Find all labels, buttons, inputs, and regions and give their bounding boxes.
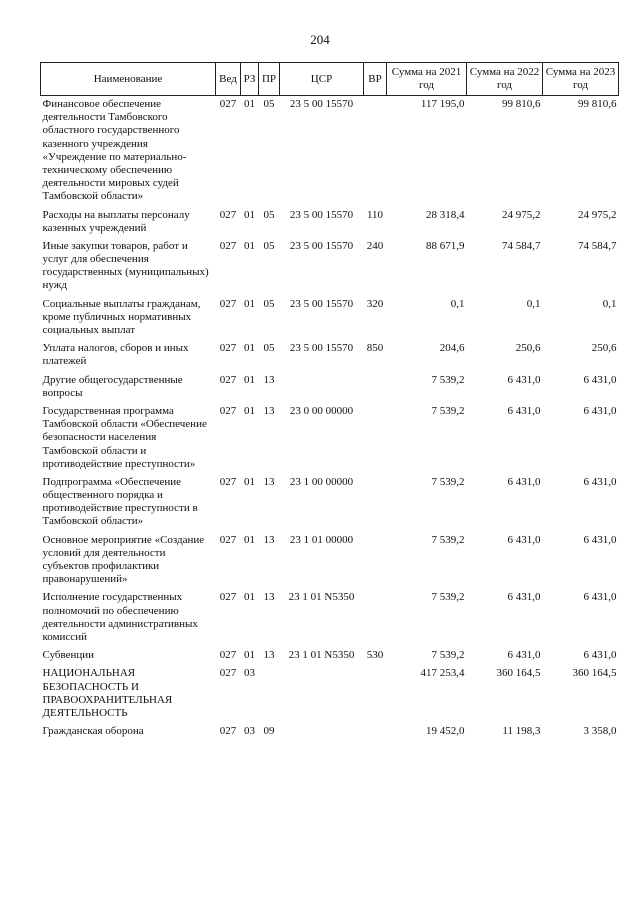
cell-vr <box>364 586 387 644</box>
cell-sum-2023: 3 358,0 <box>583 725 617 738</box>
cell-sum-2022: 6 431,0 <box>507 404 541 417</box>
table-row <box>41 720 619 738</box>
cell-name: Расходы на выплаты персоналу казенных учреждений <box>42 208 190 234</box>
cell-vr: 530 <box>366 649 384 662</box>
cell-rz: 01 <box>244 591 255 604</box>
cell-csr: 23 5 00 15570 <box>289 297 354 310</box>
cell-sum-2021: 19 452,0 <box>426 725 465 738</box>
cell-name: Гражданская оборона <box>42 725 144 738</box>
cell-ved: 027 <box>219 649 237 662</box>
cell-pr: 13 <box>263 533 275 546</box>
cell-sum-2021: 7 539,2 <box>431 649 465 662</box>
cell-ved: 027 <box>219 373 237 386</box>
header-csr: ЦСР <box>280 63 364 96</box>
cell-ved: 027 <box>219 725 237 738</box>
cell-sum-2021: 7 539,2 <box>431 404 465 417</box>
cell-vr <box>364 662 387 720</box>
cell-rz: 03 <box>244 667 255 680</box>
header-name: Наименование <box>41 63 216 96</box>
table-row <box>41 235 619 293</box>
cell-vr <box>364 400 387 471</box>
cell-name: Финансовое обеспечение деятельности Тамбовского областного государственного казенного учреждения «Учреждение по материально-техническому обеспечению деятельности мировых судей Тамбовской области» <box>42 98 187 203</box>
cell-sum-2023: 6 431,0 <box>583 475 617 488</box>
cell-rz: 01 <box>244 404 255 417</box>
cell-vr: 850 <box>366 342 384 355</box>
cell-sum-2022: 250,6 <box>515 342 541 355</box>
cell-sum-2021: 28 318,4 <box>426 208 465 221</box>
table-row <box>41 529 619 587</box>
table-row <box>41 644 619 662</box>
cell-name: НАЦИОНАЛЬНАЯ БЕЗОПАСНОСТЬ И ПРАВООХРАНИТЕЛЬНАЯ ДЕЯТЕЛЬНОСТЬ <box>42 667 173 719</box>
header-sum-2022: Сумма на 2022 год <box>467 63 543 96</box>
cell-name: Субвенции <box>42 649 95 662</box>
cell-sum-2021: 7 539,2 <box>431 475 465 488</box>
cell-csr: 23 5 00 15570 <box>289 342 354 355</box>
header-ved: Вед <box>216 63 241 96</box>
cell-sum-2023: 99 810,6 <box>578 98 617 110</box>
cell-sum-2022: 6 431,0 <box>507 649 541 662</box>
cell-sum-2023: 24 975,2 <box>578 208 617 221</box>
cell-vr: 240 <box>366 239 384 252</box>
table-row <box>41 369 619 400</box>
cell-sum-2023: 74 584,7 <box>578 239 617 252</box>
cell-csr <box>280 720 364 738</box>
header-vr: ВР <box>364 63 387 96</box>
cell-sum-2022: 6 431,0 <box>507 533 541 546</box>
cell-csr <box>280 662 364 720</box>
cell-sum-2021: 7 539,2 <box>431 533 465 546</box>
table-row <box>41 471 619 529</box>
cell-csr: 23 1 01 N5350 <box>288 649 355 662</box>
cell-sum-2023: 6 431,0 <box>583 533 617 546</box>
cell-vr <box>364 720 387 738</box>
header-sum-2023: Сумма на 2023 год <box>543 63 619 96</box>
cell-rz: 01 <box>244 98 255 110</box>
cell-pr: 05 <box>263 208 275 221</box>
cell-vr <box>364 369 387 400</box>
cell-sum-2022: 24 975,2 <box>502 208 541 221</box>
cell-sum-2022: 360 164,5 <box>496 667 541 680</box>
cell-vr <box>364 529 387 587</box>
cell-sum-2023: 6 431,0 <box>583 404 617 417</box>
cell-sum-2023: 250,6 <box>591 342 617 355</box>
cell-pr: 05 <box>263 98 275 110</box>
header-pr: ПР <box>259 63 280 96</box>
cell-ved: 027 <box>219 667 237 680</box>
cell-pr: 09 <box>263 725 275 738</box>
cell-csr: 23 0 00 00000 <box>289 404 354 417</box>
cell-ved: 027 <box>219 297 237 310</box>
cell-pr: 05 <box>263 342 275 355</box>
cell-ved: 027 <box>219 98 237 110</box>
table-row <box>41 586 619 644</box>
cell-ved: 027 <box>219 208 237 221</box>
cell-ved: 027 <box>219 475 237 488</box>
cell-ved: 027 <box>219 533 237 546</box>
cell-vr <box>364 96 387 204</box>
cell-sum-2022: 6 431,0 <box>507 475 541 488</box>
cell-ved: 027 <box>219 342 237 355</box>
cell-name: Исполнение государственных полномочий по обеспечению деятельности административных комиссий <box>42 591 198 643</box>
cell-sum-2023: 360 164,5 <box>572 667 617 680</box>
cell-pr: 05 <box>263 297 275 310</box>
cell-rz: 01 <box>244 208 255 221</box>
cell-rz: 01 <box>244 373 255 386</box>
cell-pr: 13 <box>263 591 275 604</box>
cell-rz: 01 <box>244 239 255 252</box>
cell-sum-2022: 0,1 <box>526 297 541 310</box>
cell-sum-2022: 11 198,3 <box>502 725 541 738</box>
cell-name: Другие общегосударственные вопросы <box>42 373 183 399</box>
cell-rz: 01 <box>244 475 255 488</box>
cell-csr: 23 5 00 15570 <box>289 239 354 252</box>
table-row <box>41 96 619 204</box>
header-sum-2021: Сумма на 2021 год <box>387 63 467 96</box>
cell-vr <box>364 471 387 529</box>
cell-sum-2023: 6 431,0 <box>583 373 617 386</box>
header-rz: РЗ <box>241 63 259 96</box>
cell-sum-2021: 88 671,9 <box>426 239 465 252</box>
cell-sum-2021: 417 253,4 <box>420 667 465 680</box>
table-row <box>41 337 619 368</box>
table-row <box>41 662 619 720</box>
cell-sum-2021: 7 539,2 <box>431 591 465 604</box>
cell-ved: 027 <box>219 239 237 252</box>
cell-sum-2023: 6 431,0 <box>583 591 617 604</box>
cell-ved: 027 <box>219 404 237 417</box>
cell-sum-2022: 6 431,0 <box>507 591 541 604</box>
cell-rz: 01 <box>244 533 255 546</box>
budget-table <box>40 62 619 738</box>
cell-rz: 03 <box>244 725 255 738</box>
cell-rz: 01 <box>244 649 255 662</box>
cell-pr: 13 <box>263 373 275 386</box>
table-row <box>41 293 619 338</box>
cell-pr <box>259 662 280 720</box>
cell-sum-2023: 0,1 <box>602 297 617 310</box>
cell-ved: 027 <box>219 591 237 604</box>
cell-vr: 320 <box>366 297 384 310</box>
cell-sum-2021: 0,1 <box>450 297 465 310</box>
cell-pr: 05 <box>263 239 275 252</box>
cell-name: Иные закупки товаров, работ и услуг для обеспечения государственных (муниципальных) нужд <box>42 239 209 292</box>
cell-rz: 01 <box>244 297 255 310</box>
cell-pr: 13 <box>263 475 275 488</box>
cell-name: Уплата налогов, сборов и иных платежей <box>42 342 189 368</box>
cell-rz: 01 <box>244 342 255 355</box>
cell-pr: 13 <box>263 649 275 662</box>
page-number: 204 <box>310 32 330 47</box>
cell-csr: 23 5 00 15570 <box>289 208 354 221</box>
cell-sum-2021: 7 539,2 <box>431 373 465 386</box>
cell-csr <box>280 369 364 400</box>
cell-sum-2022: 6 431,0 <box>507 373 541 386</box>
cell-name: Государственная программа Тамбовской области «Обеспечение безопасности населения Тамбовской области и противодействие преступности» <box>42 404 207 470</box>
cell-name: Основное мероприятие «Создание условий для деятельности субъектов профилактики правонарушений» <box>42 533 205 586</box>
table-row <box>41 204 619 235</box>
cell-sum-2022: 74 584,7 <box>502 239 541 252</box>
cell-vr: 110 <box>366 208 384 221</box>
cell-csr: 23 1 01 N5350 <box>288 591 355 604</box>
cell-name: Социальные выплаты гражданам, кроме публичных нормативных социальных выплат <box>42 297 201 336</box>
cell-csr: 23 1 01 00000 <box>289 533 354 546</box>
cell-sum-2022: 99 810,6 <box>502 98 541 110</box>
cell-sum-2021: 117 195,0 <box>420 98 465 110</box>
cell-csr: 23 5 00 15570 <box>289 98 354 110</box>
cell-sum-2023: 6 431,0 <box>583 649 617 662</box>
table-header-row <box>41 63 619 96</box>
cell-csr: 23 1 00 00000 <box>289 475 354 488</box>
cell-pr: 13 <box>263 404 275 417</box>
table-row <box>41 400 619 471</box>
cell-name: Подпрограмма «Обеспечение общественного порядка и противодействие преступности в Тамбовской области» <box>42 475 198 528</box>
cell-sum-2021: 204,6 <box>439 342 465 355</box>
